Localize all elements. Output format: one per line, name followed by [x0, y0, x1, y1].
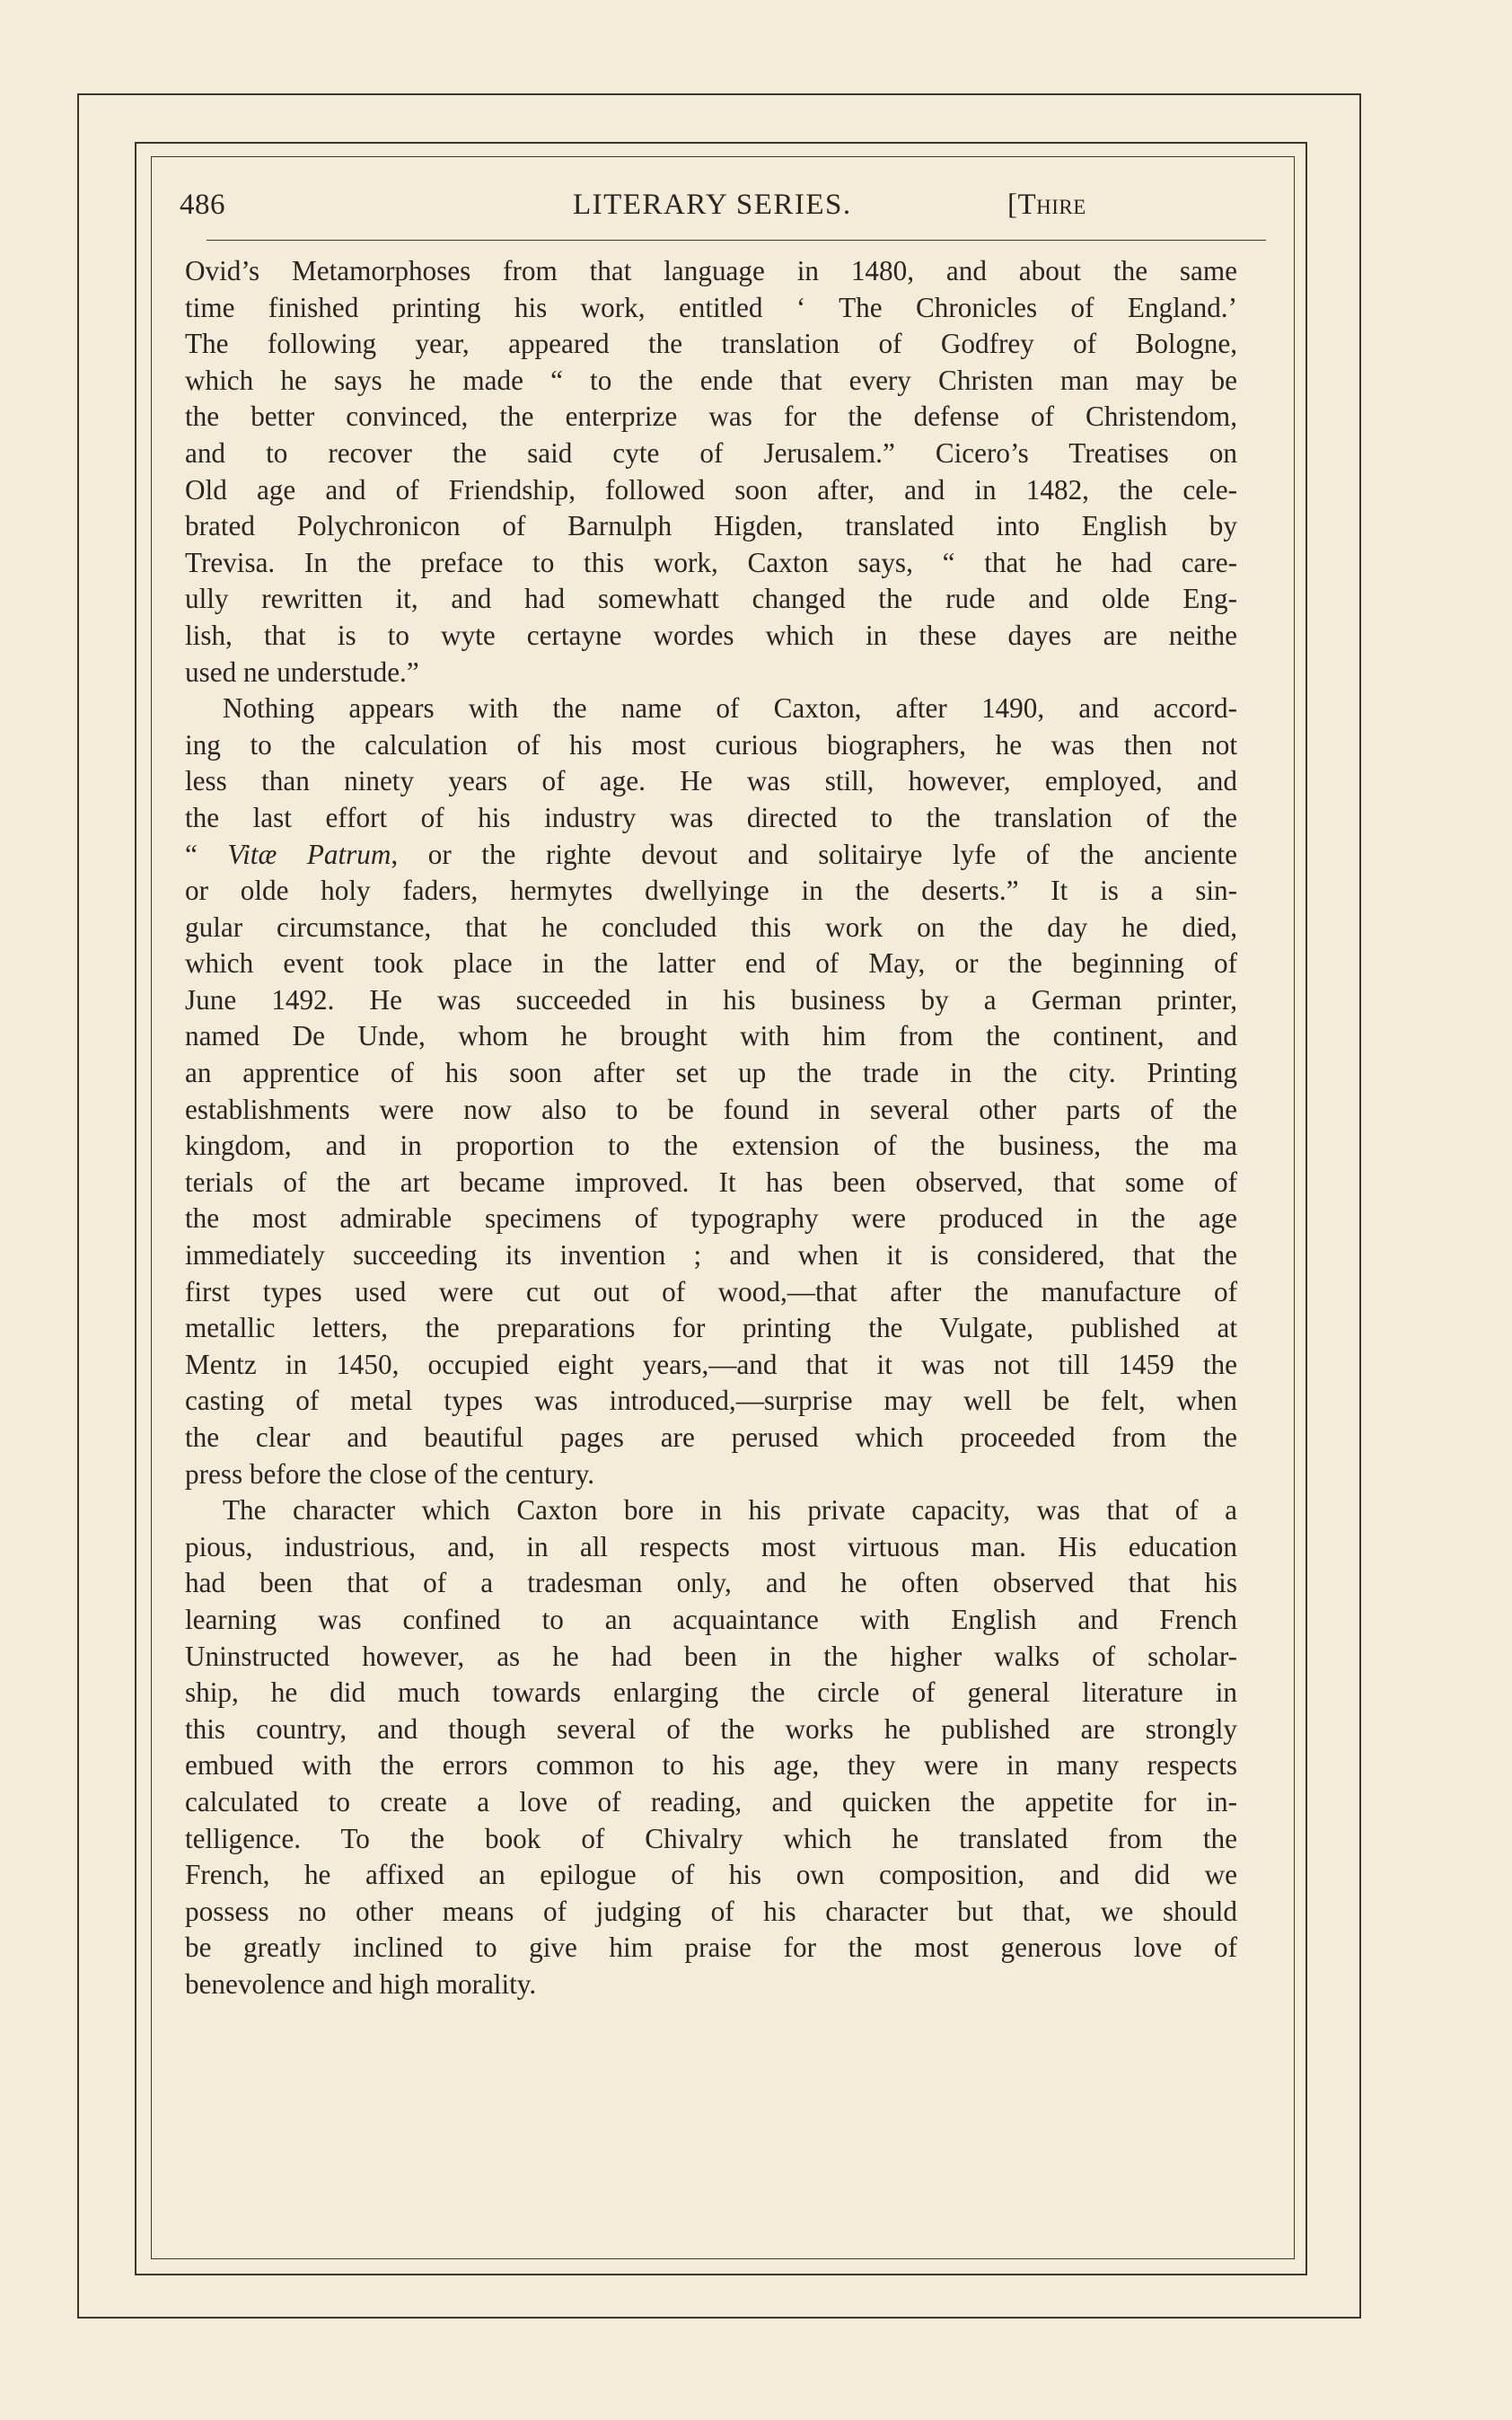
text-line: The following year, appeared the translation of Godfrey of Bologne,: [185, 328, 1237, 360]
text-line: The character which Caxton bore in his private capacity, was that of a: [223, 1494, 1237, 1527]
page-number: 486: [180, 189, 225, 221]
header-rule: [207, 240, 1266, 241]
text-line: ully rewritten it, and had somewhatt changed the rude and olde Eng-: [185, 583, 1237, 615]
section-title: [Thire: [1007, 189, 1086, 221]
text-line: Old age and of Friendship, followed soon after, and in 1482, the cele-: [185, 473, 1237, 506]
text-line: the most admirable specimens of typography were produced in the age: [185, 1202, 1237, 1235]
text-line: the clear and beautiful pages are perused which proceeded from the: [185, 1421, 1237, 1453]
text-line: June 1492. He was succeeded in his business by a German printer,: [185, 983, 1237, 1016]
text-line: calculated to create a love of reading, and quicken the appetite for in-: [185, 1785, 1237, 1817]
text-line: the better convinced, the enterprize was for the defense of Christendom,: [185, 400, 1237, 433]
text-line: lish, that is to wyte certayne wordes which in these dayes are neithe: [185, 619, 1237, 651]
text-line: pious, industrious, and, in all respects most virtuous man. His education: [185, 1530, 1237, 1562]
text-line: learning was confined to an acquaintance with English and French: [185, 1603, 1237, 1635]
text-line: Ovid’s Metamorphoses from that language in 1480, and about the same: [185, 255, 1237, 286]
text-line: less than ninety years of age. He was still, however, employed, and: [185, 765, 1237, 797]
text-line: had been that of a tradesman only, and he often observed that his: [185, 1567, 1237, 1599]
text-line: gular circumstance, that he concluded this work on the day he died,: [185, 911, 1237, 943]
text-line: which event took place in the latter end of May, or the beginning of: [185, 947, 1237, 980]
text-line: time finished printing his work, entitled ‘ The Chronicles of England.’: [185, 291, 1237, 323]
text-line: embued with the errors common to his age, they were in many respects: [185, 1749, 1237, 1782]
text-line: which he says he made “ to the ende that every Christen man may be: [185, 364, 1237, 396]
text-line: French, he affixed an epilogue of his own composition, and did we: [185, 1859, 1237, 1891]
text-line: kingdom, and in proportion to the extension of the business, the ma: [185, 1130, 1237, 1162]
text-line: be greatly inclined to give him praise for the most generous love of: [185, 1932, 1237, 1964]
paragraph: [185, 253, 1237, 691]
text-line: and to recover the said cyte of Jerusalem.” Cicero’s Treatises on: [185, 436, 1237, 469]
text-line: establishments were now also to be found in several other parts of the: [185, 1093, 1237, 1125]
text-line: benevolence and high morality.: [185, 1967, 537, 2000]
paragraph: [185, 1492, 1237, 2002]
text-line: Trevisa. In the preface to this work, Caxton says, “ that he had care-: [185, 546, 1237, 578]
text-line: first types used were cut out of wood,—that after the manufacture of: [185, 1275, 1237, 1307]
text-line: Nothing appears with the name of Caxton, after 1490, and accord-: [223, 692, 1237, 725]
text-line: metallic letters, the preparations for printing the Vulgate, published at: [185, 1312, 1237, 1344]
text-line: Mentz in 1450, occupied eight years,—and that it was not till 1459 the: [185, 1348, 1237, 1380]
text-line: or olde holy faders, hermytes dwellyinge in the deserts.” It is a sin-: [185, 875, 1237, 907]
text-line: this country, and though several of the works he published are strongly: [185, 1712, 1237, 1745]
text-line: ship, he did much towards enlarging the circle of general literature in: [185, 1676, 1237, 1709]
text-line: used ne understude.”: [185, 656, 419, 688]
text-line: casting of metal types was introduced,—surprise may well be felt, when: [185, 1385, 1237, 1417]
running-header: [180, 189, 1311, 233]
text-line: terials of the art became improved. It has been observed, that some of: [185, 1166, 1237, 1198]
text-line: an apprentice of his soon after set up the trade in the city. Printing: [185, 1057, 1237, 1089]
text-line: Uninstructed however, as he had been in the higher walks of scholar-: [185, 1640, 1237, 1672]
text-line: telligence. To the book of Chivalry which he translated from the: [185, 1822, 1237, 1854]
text-line: named De Unde, whom he brought with him from the continent, and: [185, 1020, 1237, 1052]
text-line: brated Polychronicon of Barnulph Higden, translated into English by: [185, 510, 1237, 542]
series-title: LITERARY SERIES.: [573, 189, 852, 221]
italic-title: Vitæ Patrum: [227, 838, 391, 870]
text-line: “ Vitæ Patrum, or the righte devout and solitairye lyfe of the anciente: [185, 838, 1237, 870]
text-line: immediately succeeding its invention ; and when it is considered, that the: [185, 1239, 1237, 1272]
paragraph: [185, 691, 1237, 1492]
text-line: press before the close of the century.: [185, 1457, 595, 1490]
text-line: ing to the calculation of his most curious biographers, he was then not: [185, 728, 1237, 761]
body-text: [185, 253, 1237, 2003]
text-line: the last effort of his industry was directed to the translation of the: [185, 801, 1237, 833]
text-line: possess no other means of judging of his character but that, we should: [185, 1895, 1237, 1927]
